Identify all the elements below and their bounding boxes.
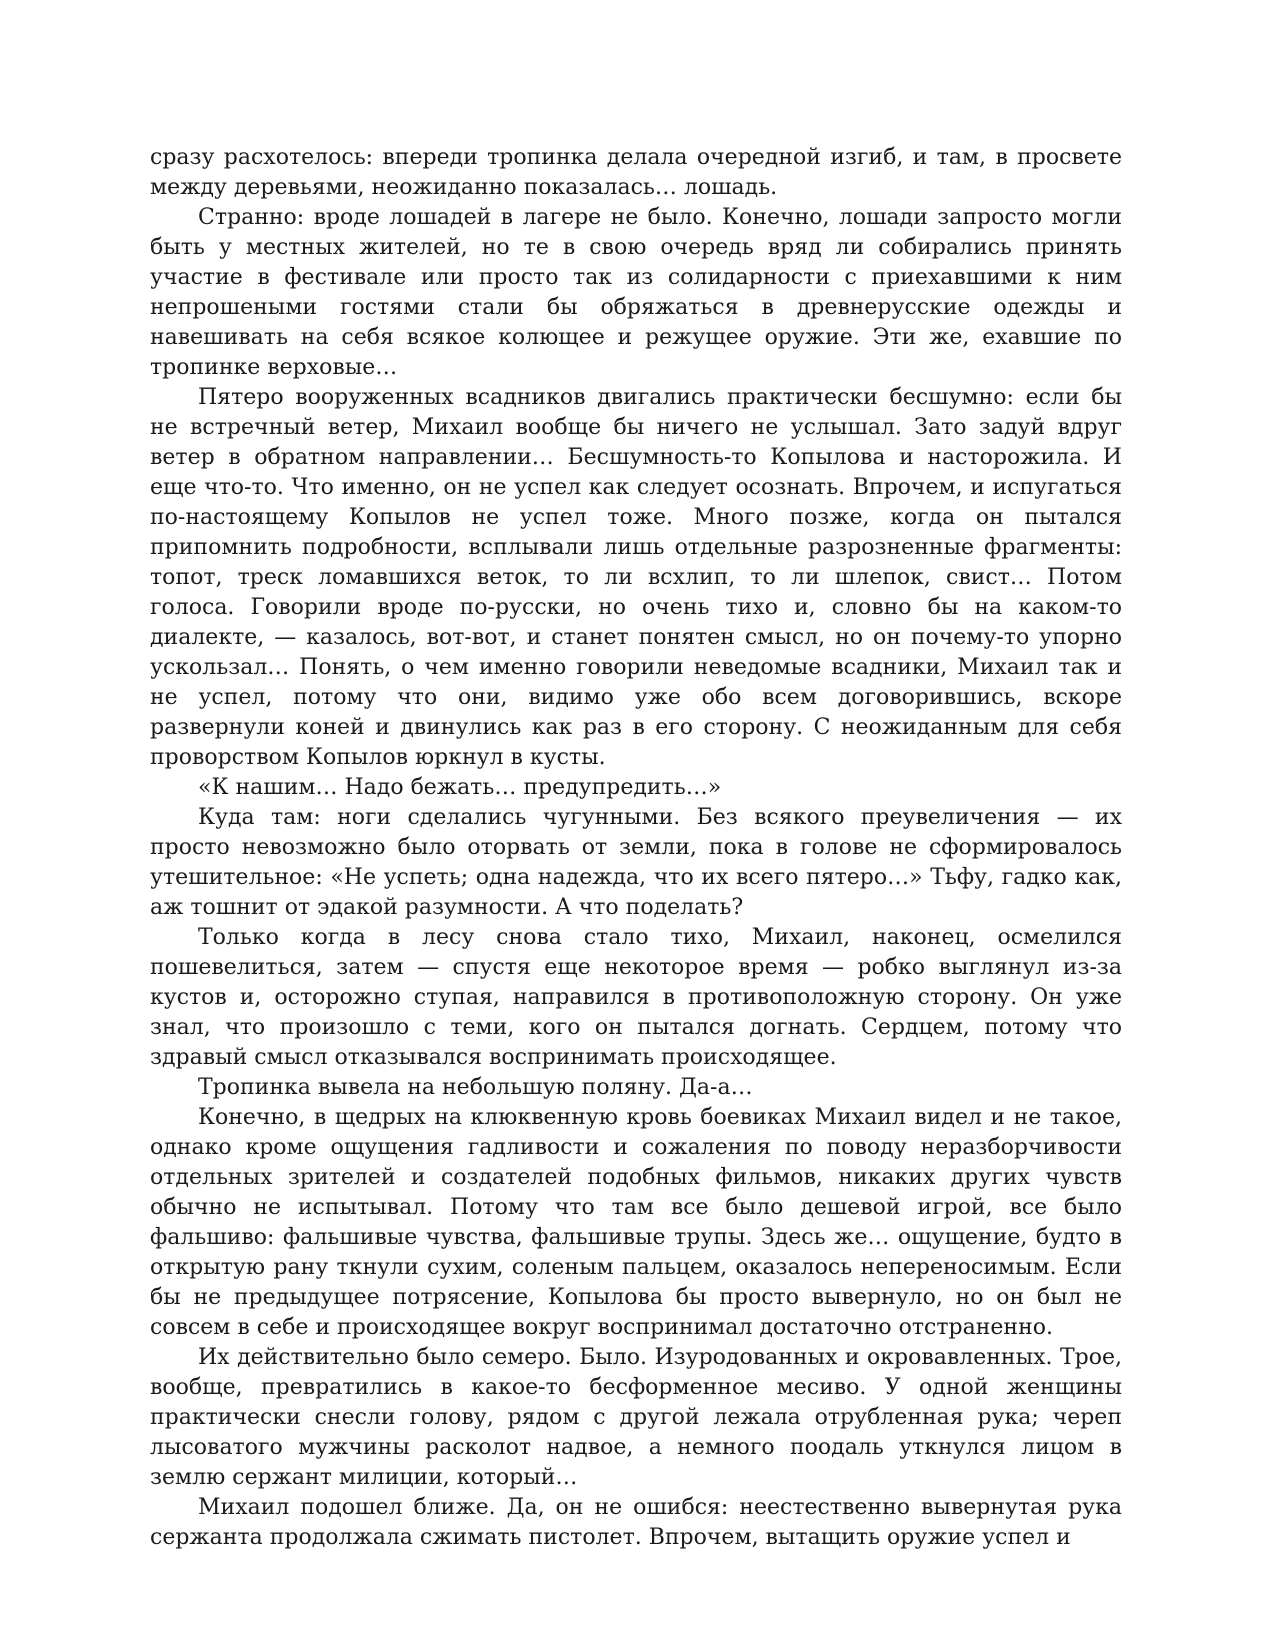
paragraph-4: «К нашим… Надо бежать… предупредить…» (198, 775, 722, 800)
book-page (150, 143, 1122, 1550)
paragraph-8: Конечно, в щедрых на клюквенную кровь боевиках Михаил видел и не такое, однако кроме ощущения гадливости и сожаления по поводу неразборчивости отдельных зрителей и создателей подобных фильмов, никаких других чувств обычно не испытывал. Потому что там все было дешевой игрой, все было фальшиво: фальшивые чувства, фальшивые трупы. Здесь же… ощущение, будто в открытую рану ткнули сухим, соленым пальцем, оказалось непереносимым. Если бы не предыдущее потрясение, Копылова бы просто вывернуло, но он был не совсем в себе и происходящее вокруг воспринимал достаточно отстраненно. (150, 1105, 1122, 1340)
paragraph-10: Михаил подошел ближе. Да, он не ошибся: неестественно вывернутая рука сержанта продолжала сжимать пистолет. Впрочем, вытащить оружие успел и (150, 1495, 1122, 1550)
paragraph-1: сразу расхотелось: впереди тропинка делала очередной изгиб, и там, в просвете между деревьями, неожиданно показалась… лошадь. (150, 145, 1122, 200)
paragraph-7: Тропинка вывела на небольшую поляну. Да-а… (198, 1075, 753, 1100)
paragraph-3: Пятеро вооруженных всадников двигались практически бесшумно: если бы не встречный ветер, Михаил вообще бы ничего не услышал. Зато задуй вдруг ветер в обратном направлении… Бесшумность-то Копылова и насторожила. И еще что-то. Что именно, он не успел как следует осознать. Впрочем, и испугаться по-настоящему Копылов не успел тоже. Много позже, когда он пытался припомнить подробности, всплывали лишь отдельные разрозненные фрагменты: топот, треск ломавшихся веток, то ли всхлип, то ли шлепок, свист… Потом голоса. Говорили вроде по-русски, но очень тихо и, словно бы на каком-то диалекте, — казалось, вот-вот, и станет понятен смысл, но он почему-то упорно ускользал… Понять, о чем именно говорили неведомые всадники, Михаил так и не успел, потому что они, видимо уже обо всем договорившись, вскоре развернули коней и двинулись как раз в его сторону. С неожиданным для себя проворством Копылов юркнул в кусты. (150, 385, 1122, 770)
paragraph-9: Их действительно было семеро. Было. Изуродованных и окровавленных. Трое, вообще, превратились в какое-то бесформенное месиво. У одной женщины практически снесли голову, рядом с другой лежала отрубленная рука; череп лысоватого мужчины расколот надвое, а немного поодаль уткнулся лицом в землю сержант милиции, который… (150, 1345, 1122, 1490)
paragraph-2: Странно: вроде лошадей в лагере не было. Конечно, лошади запросто могли быть у местных жителей, но те в свою очередь вряд ли собирались принять участие в фестивале или просто так из солидарности с приехавшими к ним непрошеными гостями стали бы обряжаться в древнерусские одежды и навешивать на себя всякое колющее и режущее оружие. Эти же, ехавшие по тропинке верховые… (150, 205, 1122, 380)
paragraph-6: Только когда в лесу снова стало тихо, Михаил, наконец, осмелился пошевелиться, затем — спустя еще некоторое время — робко выглянул из-за кустов и, осторожно ступая, направился в противоположную сторону. Он уже знал, что произошло с теми, кого он пытался догнать. Сердцем, потому что здравый смысл отказывался воспринимать происходящее. (150, 925, 1122, 1070)
paragraph-5: Куда там: ноги сделались чугунными. Без всякого преувеличения — их просто невозможно было оторвать от земли, пока в голове не сформировалось утешительное: «Не успеть; одна надежда, что их всего пятеро…» Тьфу, гадко как, аж тошнит от эдакой разумности. А что поделать? (150, 805, 1122, 920)
